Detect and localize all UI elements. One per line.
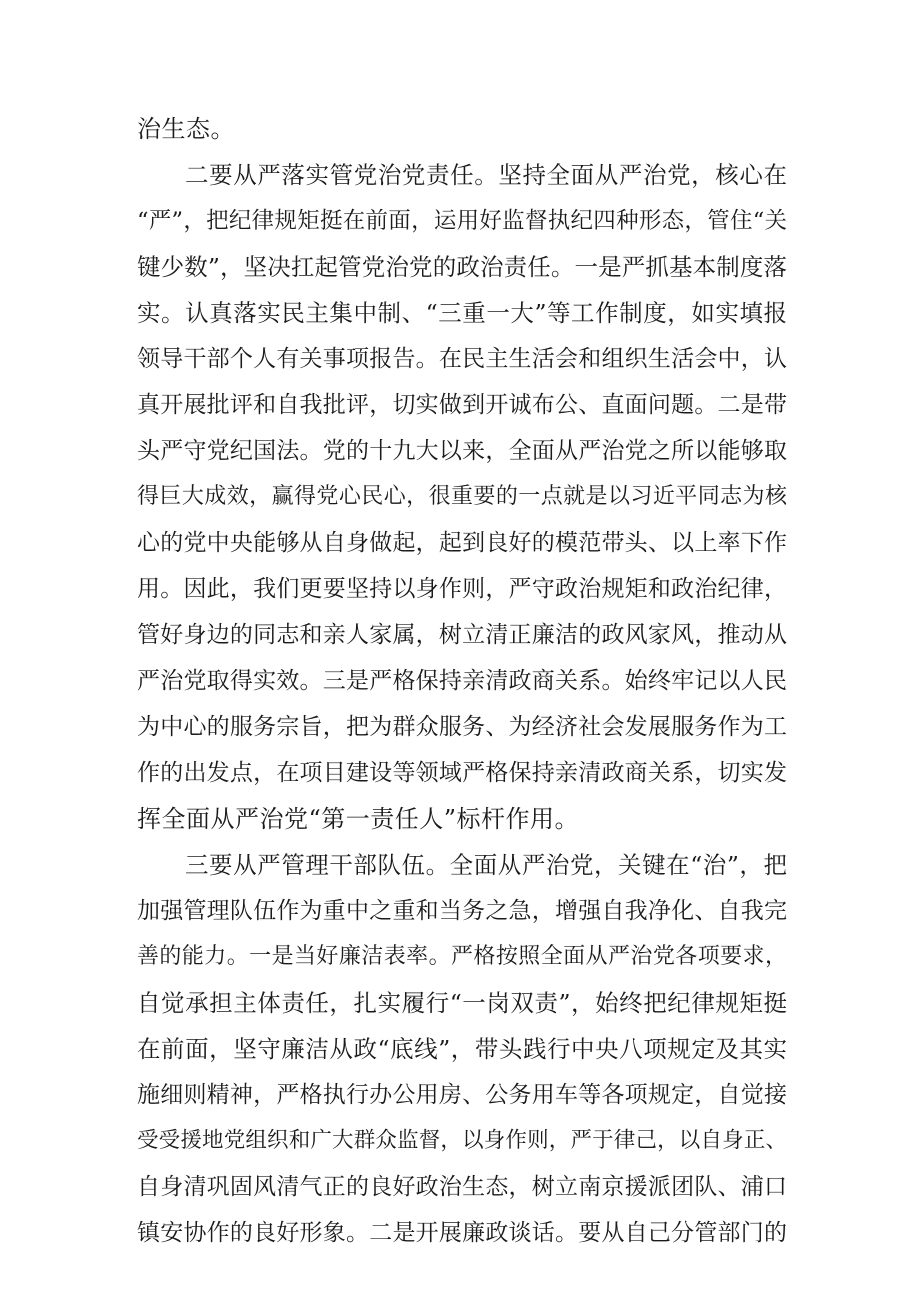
text-line: 实。认真落实民主集中制、“三重一大”等工作制度，如实填报 xyxy=(137,299,787,327)
text-line: 自身清巩固风清气正的良好政治生态，树立南京援派团队、浦口 xyxy=(137,1174,787,1200)
text-line: 受受援地党组织和广大群众监督，以身作则，严于律己，以自身正、 xyxy=(137,1128,787,1153)
text-line: 作的出发点，在项目建设等领域严格保持亲清政商关系，切实发 xyxy=(137,760,787,786)
text-line: 头严守党纪国法。党的十九大以来，全面从严治党之所以能够取 xyxy=(137,438,787,464)
text-line: 心的党中央能够从自身做起，起到良好的模范带头、以上率下作 xyxy=(137,530,787,556)
text-line: 施细则精神，严格执行办公用房、公务用车等各项规定，自觉接 xyxy=(137,1082,787,1108)
paragraph-start-line: 二要从严落实管党治党责任。坚持全面从严治党，核心在 xyxy=(185,161,787,189)
text-line: “严”，把纪律规矩挺在前面，运用好监督执纪四种形态，管住“关 xyxy=(137,208,787,234)
text-line: 为中心的服务宗旨，把为群众服务、为经济社会发展服务作为工 xyxy=(137,714,787,740)
text-line: 领导干部个人有关事项报告。在民主生活会和组织生活会中，认 xyxy=(137,346,787,372)
paragraph-start-line: 三要从严管理干部队伍。全面从严治党，关键在“治”，把 xyxy=(185,851,787,879)
text-line: 加强管理队伍作为重中之重和当务之急，增强自我净化、自我完 xyxy=(137,898,787,924)
text-line: 在前面，坚守廉洁从政“底线”，带头践行中央八项规定及其实 xyxy=(137,1035,787,1063)
text-line: 得巨大成效，赢得党心民心，很重要的一点就是以习近平同志为核 xyxy=(137,484,787,509)
text-line: 严治党取得实效。三是严格保持亲清政商关系。始终牢记以人民 xyxy=(137,668,787,694)
text-line: 善的能力。一是当好廉洁表率。严格按照全面从严治党各项要求， xyxy=(137,944,787,969)
text-line: 镇安协作的良好形象。二是开展廉政谈话。要从自己分管部门的 xyxy=(137,1220,787,1246)
text-line: 管好身边的同志和亲人家属，树立清正廉洁的政风家风，推动从 xyxy=(137,622,787,648)
text-line: 自觉承担主体责任，扎实履行“一岗双责”，始终把纪律规矩挺 xyxy=(137,989,787,1017)
text-line: 挥全面从严治党“第一责任人”标杆作用。 xyxy=(137,805,580,833)
text-line: 键少数”，坚决扛起管党治党的政治责任。一是严抓基本制度落 xyxy=(137,253,787,281)
text-line: 用。因此，我们更要坚持以身作则，严守政治规矩和政治纪律， xyxy=(137,576,787,602)
text-line: 真开展批评和自我批评，切实做到开诚布公、直面问题。二是带 xyxy=(137,392,787,418)
text-line: 治生态。 xyxy=(137,115,235,143)
